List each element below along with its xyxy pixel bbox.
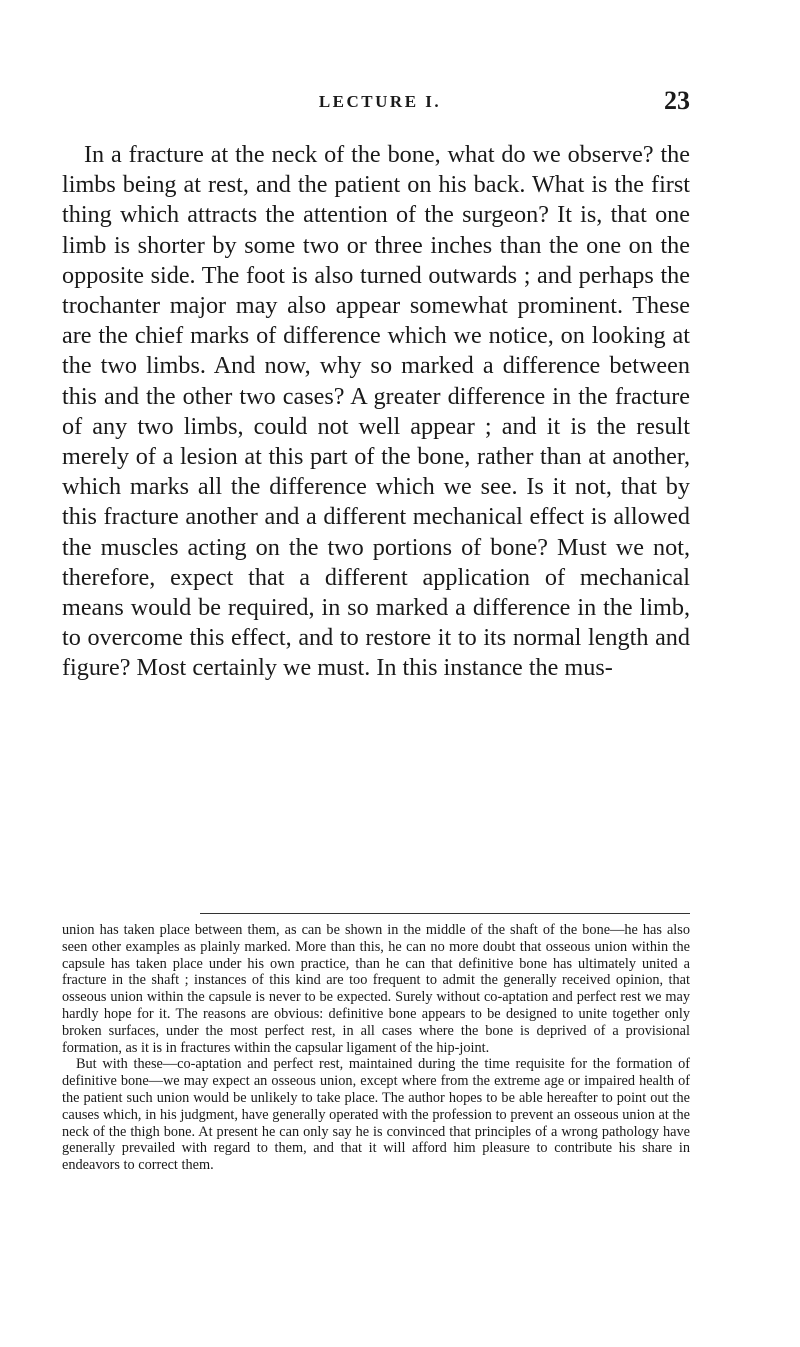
footnote-paragraph: But with these—co-aptation and perfect rest, maintained during the time requisite for the formation of definitive bone—we may expect an osseous union, except where from the extreme age or impaired health of the patient such union would be unlikely to take place. The author hopes to be able hereafter to point out the causes which, in his judgment, have generally operated with the profession to prevent an osseous union at the neck of the thigh bone. At present he can only say he is convinced that principles of a wrong pathology have generally prevailed with regard to them, and that it will afford him pleasure to contribute his share in endeavors to correct them. — [62, 1056, 690, 1174]
footnote-paragraph: union has taken place between them, as can be shown in the middle of the shaft of the bone—he has also seen other examples as plainly marked. More than this, he can no more doubt that osseous union within the capsule has taken place under his own practice, than he can that definitive bone has ultimately united a fracture in the shaft ; instances of this kind are too frequent to admit the generally received opinion, that osseous union within the capsule is never to be expected. Surely without co-aptation and perfect rest we may hardly hope for it. The reasons are obvious: definitive bone appears to be designed to unite together only broken surfaces, under the most perfect rest, in all cases where the bone is deprived of a provisional formation, as it is in fractures within the capsular ligament of the hip-joint. — [62, 922, 690, 1056]
footnote — [62, 922, 690, 1174]
running-title: LECTURE I. — [318, 92, 442, 111]
footnote-rule — [200, 913, 690, 914]
page-number: 23 — [664, 86, 690, 115]
running-head — [70, 86, 690, 122]
body-paragraph: In a fracture at the neck of the bone, what do we observe? the limbs being at rest, and the patient on his back. What is the first thing which attracts the attention of the surgeon? It is, that one limb is shorter by some two or three inches than the one on the opposite side. The foot is also turned outwards ; and perhaps the trochanter major may also appear somewhat prominent. These are the chief marks of difference which we notice, on looking at the two limbs. And now, why so marked a difference between this and the other two cases? A greater difference in the fracture of any two limbs, could not well appear ; and it is the result merely of a lesion at this part of the bone, rather than at another, which marks all the difference which we see. Is it not, that by this fracture another and a different mechanical effect is allowed the muscles acting on the two portions of bone? Must we not, therefore, expect that a different application of mechanical means would be required, in so marked a difference in the limb, to overcome this effect, and to restore it to its normal length and figure? Most certainly we must. In this instance the mus- — [62, 141, 690, 682]
